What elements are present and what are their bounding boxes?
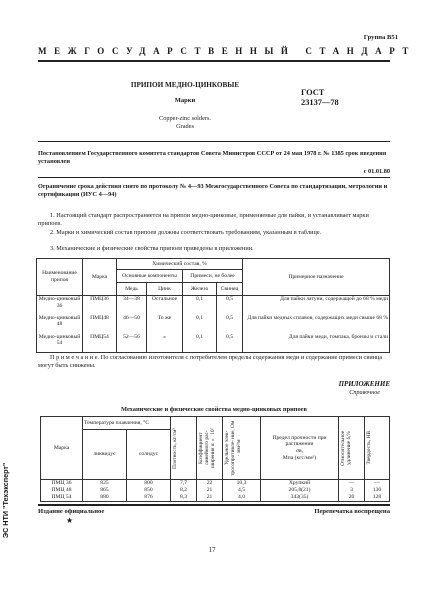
document-title: ПРИПОИ МЕДНО-ЦИНКОВЫЕ (130, 81, 240, 89)
note (38, 354, 390, 370)
cell-hardness: — (365, 480, 390, 487)
properties-table (40, 416, 390, 502)
appendix-title: Механические и физические свойства медно-цинковых припоев (121, 406, 307, 413)
official-edition: Издание официальное (38, 508, 105, 515)
cell-zinc: » (147, 334, 183, 353)
col-header-name: Наименование припоя (37, 259, 83, 296)
cell-elongation: 3 (339, 487, 365, 494)
col-header-copper: Медь (117, 283, 147, 296)
cell-use: Для пайки меди, томпака, бронзы и стали (243, 334, 390, 353)
col-header-grade: Марка (83, 259, 117, 296)
cell-zinc: Остальное (147, 296, 183, 315)
group-code: Группа В51 (363, 34, 398, 41)
english-title: Copper-zinc solders. (159, 115, 211, 122)
col-header-resistivity: Удельное элек- тросопротивле- ние, Ом · мм²/м (223, 417, 261, 480)
col-header-zinc: Цинк (147, 283, 183, 296)
effective-date: с 01.01.80 (363, 168, 390, 175)
gost-label: ГОСТ (301, 88, 325, 97)
cell-liquidus: 865 (83, 487, 127, 494)
standard-banner: МЕЖГОСУДАРСТВЕННЫЙ СТАНДАРТ (38, 46, 417, 56)
col-header-impurities: Примеси, не более (183, 270, 243, 283)
table-row (41, 487, 390, 494)
cell-use: Для пайки медных сплавов, содержащих меди свыше 68 % (243, 315, 390, 334)
cell-copper: 52—56 (117, 334, 147, 353)
paragraph-3: 3. Механические и физические свойства припоев приведены в приложении. (50, 245, 254, 252)
col-header-lead: Свинец (217, 283, 243, 296)
cell-solidus: 850 (127, 487, 171, 494)
table-row (37, 334, 390, 353)
cell-strength: 205,8(21) (261, 487, 339, 494)
col-header-expansion: Коэффициент линейного рас- ширения α × 10⁷ (197, 417, 223, 480)
cell-strength: Хрупкий (261, 480, 339, 487)
paragraph-1: 1. Настоящий стандарт распространяется на припои медно-цинковые, применяемые для пайки, и устанавливает марки припоев. (38, 212, 369, 227)
cell-grade: ПМЦ48 (83, 315, 117, 334)
cell-strength: 343(35) (261, 494, 339, 502)
note-lead: П р и м е ч а н и е. (50, 354, 100, 361)
cell-grade: ПМЦ54 (83, 334, 117, 353)
cell-liquidus: 825 (83, 480, 127, 487)
cell-iron: 0,1 (183, 315, 217, 334)
cell-lead: 0,5 (217, 315, 243, 334)
english-subtitle: Grades (176, 123, 194, 130)
cell-density: 7,7 (171, 480, 197, 487)
cell-iron: 0,1 (183, 334, 217, 353)
cell-copper: 34—38 (117, 296, 147, 315)
cell-expansion: 21 (197, 494, 223, 502)
cell-expansion: 21 (197, 487, 223, 494)
star-icon: ★ (66, 516, 74, 525)
cell-resistivity: 4,5 (223, 487, 261, 494)
table-row (37, 296, 390, 315)
cell-zinc: То же (147, 315, 183, 334)
col-header-liquidus: ликвидус (83, 430, 127, 480)
cell-grade: ПМЦ 36 (41, 480, 83, 487)
cell-hardness: 128 (365, 494, 390, 502)
col-header-chemistry: Химический состав, % (117, 259, 243, 270)
col-header-solidus: солидус (127, 430, 171, 480)
col-header-hardness: Твердость, НВ (365, 417, 390, 480)
composition-table (36, 258, 390, 353)
cell-iron: 0,1 (183, 296, 217, 315)
table-row (41, 480, 390, 487)
cell-density: 8,3 (171, 494, 197, 502)
title-rule (38, 141, 390, 142)
col-header-elongation: Относительное удлинение δ,% (339, 417, 365, 480)
appendix-label: ПРИЛОЖЕНИЕ (338, 380, 390, 388)
validity-limit: Ограничение срока действия снято по протоколу № 4—93 Межгосударственного Совета по стандартизации, метрологии и сертификации (ИУС 4—94) (38, 183, 388, 198)
cell-density: 8,2 (171, 487, 197, 494)
document-subtitle: Марки (174, 97, 196, 104)
cell-solidus: 876 (127, 494, 171, 502)
cell-grade: ПМЦ 48 (41, 487, 83, 494)
cell-elongation: 20 (339, 494, 365, 502)
cell-resistivity: 10,3 (223, 480, 261, 487)
col-header-iron: Железо (183, 283, 217, 296)
col-header-melting: Температура плавления, °С (83, 417, 171, 430)
page-number: 17 (208, 546, 216, 554)
decree-text: Постановлением Государственного комитета стандартов Совета Министров СССР от 24 мая 1978 г. № 1385 срок введения установлен (38, 150, 387, 165)
cell-solidus: 800 (127, 480, 171, 487)
col-header-grade: Марка (41, 417, 83, 480)
cell-elongation: — (339, 480, 365, 487)
table-row (41, 494, 390, 502)
reprint-notice: Перепечатка воспрещена (314, 508, 390, 515)
date-rule (38, 177, 390, 178)
cell-resistivity: 4,0 (223, 494, 261, 502)
banner-rule (38, 60, 390, 62)
col-header-main: Основные компоненты (117, 270, 183, 283)
col-header-density: Плотность, кг/см³ (171, 417, 197, 480)
table-row (37, 315, 390, 334)
cell-name: Медно-цинковый 54 (37, 334, 83, 353)
appendix-kind: Справочное (349, 389, 380, 396)
note-text: По согласованию изготовителя с потребителем пределы содержания меди и содержание примеси свинца могут быть снижены. (38, 354, 383, 369)
cell-copper: 46—50 (117, 315, 147, 334)
footer-rule (38, 504, 390, 506)
cell-lead: 0,5 (217, 334, 243, 353)
cell-expansion: 22 (197, 480, 223, 487)
cell-lead: 0,5 (217, 296, 243, 315)
cell-grade: ПМЦ36 (83, 296, 117, 315)
cell-grade: ПМЦ 54 (41, 494, 83, 502)
cell-use: Для пайки латуни, содержащей до 68 % меди (243, 296, 390, 315)
gost-number: 23137—78 (301, 98, 339, 107)
paragraph-2: 2. Марки и химический состав припоев должны соответствовать требованиям, указанным в таблице. (50, 229, 322, 236)
cell-name: Медно-цинковый 36 (37, 296, 83, 315)
cell-name: Медно-цинковый 48 (37, 315, 83, 334)
cell-hardness: 130 (365, 487, 390, 494)
side-stamp: ЭС НТИ "Техэксперт" (1, 462, 10, 538)
col-header-use: Примерное назначение (243, 259, 390, 296)
col-header-strength: Предел прочности при растяжении σв, Мпа (кгс/мм²) (261, 417, 339, 480)
cell-liquidus: 880 (83, 494, 127, 502)
